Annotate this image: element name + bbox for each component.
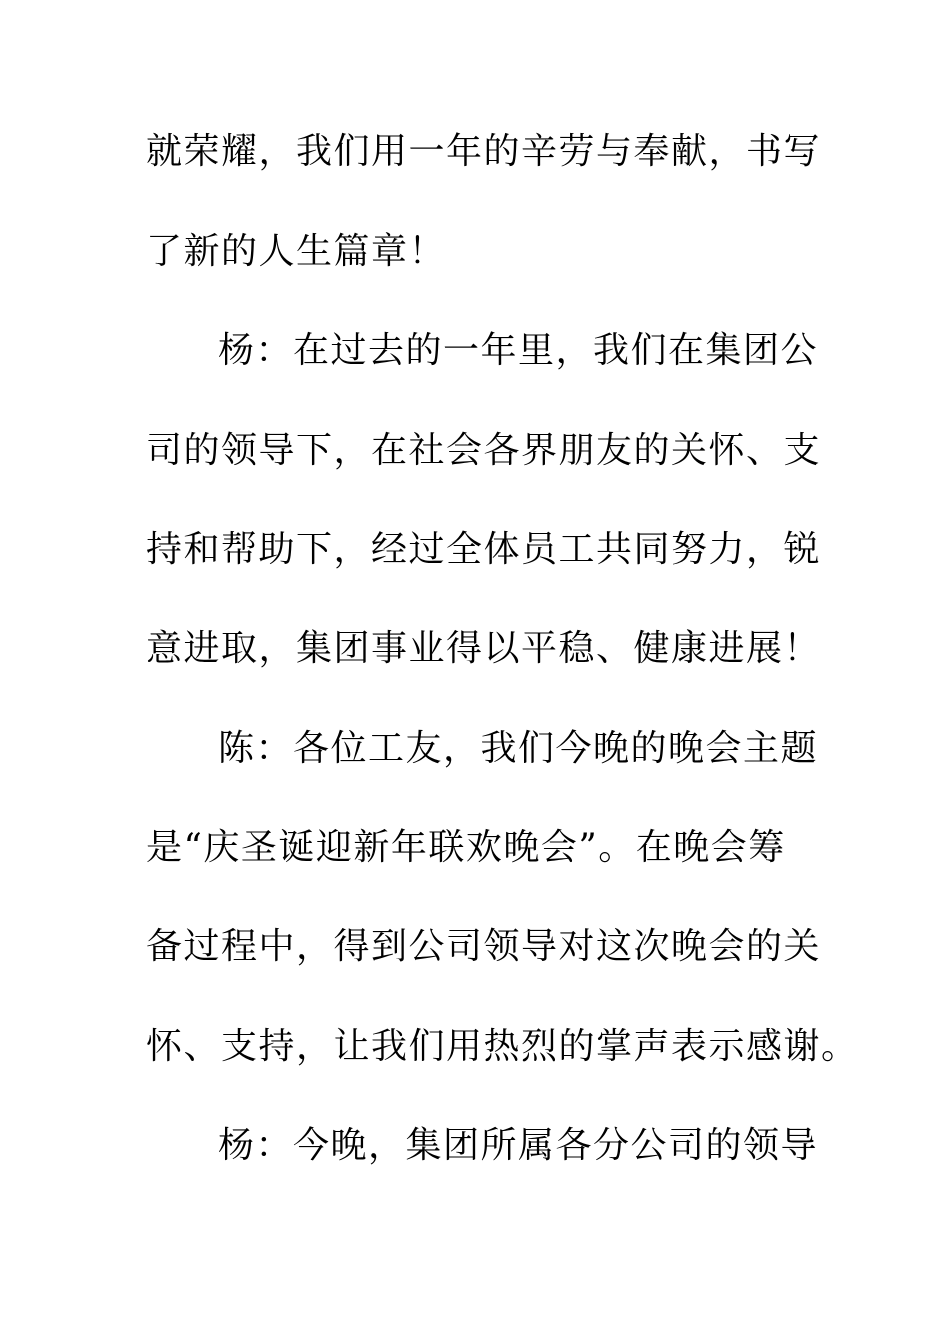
text-line: 怀、支持，让我们用热烈的掌声表示感谢。	[146, 1026, 859, 1067]
paragraph-start-line: 杨：今晚，集团所属各分公司的领导	[218, 1125, 819, 1166]
paragraph-start-line: 杨：在过去的一年里，我们在集团公	[218, 330, 819, 371]
text-line: 备过程中，得到公司领导对这次晚会的关	[146, 926, 822, 967]
text-line: 意进取，集团事业得以平稳、健康进展！	[146, 628, 822, 669]
text-line: 司的领导下，在社会各界朋友的关怀、支	[146, 430, 822, 471]
text-line: 就荣耀，我们用一年的辛劳与奉献，书写	[146, 131, 822, 172]
paragraph-start-line: 陈：各位工友，我们今晚的晚会主题	[218, 728, 819, 769]
text-line: 是“庆圣诞迎新年联欢晚会”。在晚会筹	[146, 827, 786, 868]
text-line: 持和帮助下，经过全体员工共同努力，锐	[146, 529, 822, 570]
text-line: 了新的人生篇章！	[146, 231, 447, 272]
